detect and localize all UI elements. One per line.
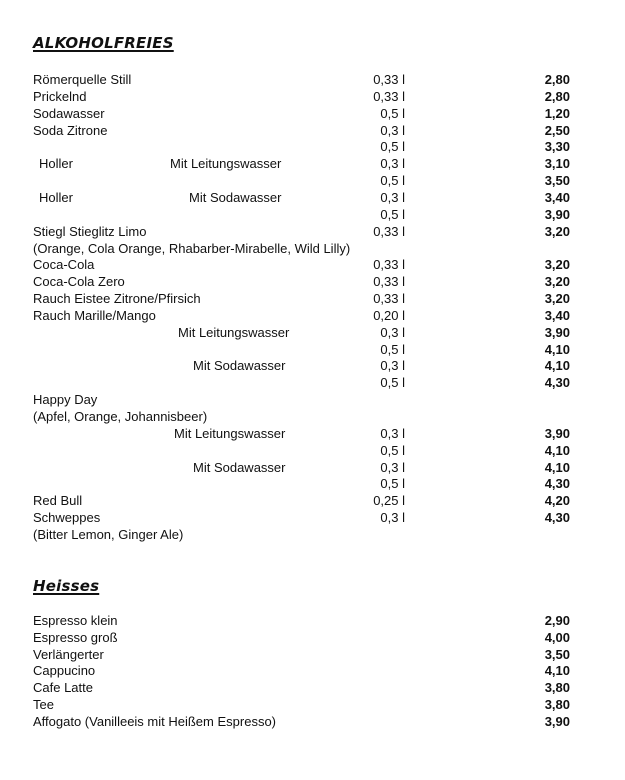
- item-variant: Mit Leitungswasser: [170, 156, 282, 172]
- item-name: Rauch Marille/Mango: [33, 307, 156, 323]
- menu-item-row: [0, 324, 625, 341]
- menu-item-row: [0, 71, 625, 88]
- item-volume: 0,3 l: [380, 324, 405, 340]
- menu-item-row: [0, 138, 625, 155]
- item-price: 3,90: [544, 324, 570, 340]
- item-price: 3,40: [544, 189, 570, 205]
- menu-item-row: [0, 475, 625, 492]
- menu-item-row: [0, 629, 625, 646]
- menu-item-row: [0, 442, 625, 459]
- menu-item-row: [0, 206, 625, 223]
- item-price: 4,20: [544, 493, 570, 509]
- menu-item-row: [0, 273, 625, 290]
- menu-item-row: [0, 374, 625, 391]
- menu-item-row: [0, 189, 625, 206]
- item-name: Cappucino: [33, 663, 96, 679]
- item-price: 4,10: [544, 459, 570, 475]
- menu-item-row: [0, 679, 625, 696]
- item-price: 4,10: [544, 358, 570, 374]
- item-price: 3,30: [544, 139, 570, 155]
- item-name: Affogato (Vanilleeis mit Heißem Espresso): [33, 713, 277, 729]
- item-price: 4,30: [544, 476, 570, 492]
- item-price: 3,50: [544, 173, 570, 189]
- item-price: 3,20: [544, 274, 570, 290]
- item-price: 3,40: [544, 307, 570, 323]
- menu-item-row: [0, 713, 625, 730]
- menu-item-row: [0, 425, 625, 442]
- item-volume: 0,33 l: [373, 291, 405, 307]
- item-name: Rauch Eistee Zitrone/Pfirsich: [33, 291, 201, 307]
- menu-item-row: [0, 290, 625, 307]
- item-price: 4,10: [544, 341, 570, 357]
- item-volume: 0,20 l: [373, 307, 405, 323]
- item-name: Prickelnd: [33, 88, 87, 104]
- item-volume: 0,33 l: [373, 223, 405, 239]
- item-volume: 0,3 l: [380, 425, 405, 441]
- item-volume: 0,5 l: [380, 375, 405, 391]
- item-name: Tee: [33, 696, 54, 712]
- item-volume: 0,3 l: [380, 459, 405, 475]
- menu-item-row: [0, 357, 625, 374]
- item-name: Red Bull: [33, 493, 83, 509]
- item-variant: Mit Leitungswasser: [178, 324, 290, 340]
- item-volume: 0,33 l: [373, 274, 405, 290]
- item-price: 4,10: [544, 663, 570, 679]
- item-volume: 0,5 l: [380, 173, 405, 189]
- item-price: 3,90: [544, 425, 570, 441]
- item-volume: 0,3 l: [380, 510, 405, 526]
- section-heading-alkoholfreies: ALKOHOLFREIES: [33, 34, 174, 52]
- item-price: 2,90: [544, 613, 570, 628]
- menu-item-row: [0, 223, 625, 240]
- item-name: Verlängerter: [33, 646, 104, 662]
- item-name: Cafe Latte: [33, 680, 93, 695]
- item-name: Espresso groß: [33, 629, 118, 645]
- item-price: 4,10: [544, 442, 570, 458]
- item-name: (Bitter Lemon, Ginger Ale): [33, 526, 184, 542]
- menu-item-row: [0, 696, 625, 713]
- item-volume: 0,33 l: [373, 72, 405, 87]
- menu-item-row: [0, 240, 625, 257]
- menu-item-row: [0, 88, 625, 105]
- menu-item-row: [0, 408, 625, 425]
- menu-item-row: [0, 662, 625, 679]
- item-variant: Mit Sodawasser: [189, 189, 282, 205]
- menu-item-row: [0, 122, 625, 139]
- item-volume: 0,5 l: [380, 442, 405, 458]
- item-volume: 0,33 l: [373, 257, 405, 273]
- item-volume: 0,25 l: [373, 493, 405, 509]
- item-name: (Apfel, Orange, Johannisbeer): [33, 409, 208, 424]
- item-variant: Mit Leitungswasser: [174, 425, 286, 441]
- menu-item-row: [0, 526, 625, 543]
- menu-item-row: [0, 612, 625, 629]
- item-volume: 0,5 l: [380, 476, 405, 492]
- menu-item-row: [0, 459, 625, 476]
- item-volume: 0,5 l: [380, 139, 405, 155]
- item-volume: 0,3 l: [380, 122, 405, 138]
- item-price: 3,80: [544, 696, 570, 712]
- item-volume: 0,3 l: [380, 189, 405, 205]
- item-price: 3,10: [544, 156, 570, 172]
- item-name: Coca-Cola: [33, 257, 95, 273]
- item-volume: 0,5 l: [380, 105, 405, 121]
- item-name: Sodawasser: [33, 105, 105, 121]
- item-variant: Mit Sodawasser: [193, 459, 286, 475]
- item-volume: 0,5 l: [380, 206, 405, 222]
- item-price: 3,20: [544, 223, 570, 239]
- menu-item-row: [0, 307, 625, 324]
- item-name: Schweppes: [33, 510, 101, 526]
- item-price: 4,30: [544, 375, 570, 391]
- menu-item-row: [0, 646, 625, 663]
- item-price: 4,00: [544, 629, 570, 645]
- item-name: Soda Zitrone: [33, 122, 108, 138]
- item-name: Espresso klein: [33, 613, 118, 628]
- item-price: 3,90: [544, 206, 570, 222]
- menu-item-row: [0, 341, 625, 358]
- item-price: 3,20: [544, 291, 570, 307]
- item-name: Happy Day: [33, 392, 98, 408]
- item-price: 3,80: [544, 680, 570, 695]
- menu-item-row: [0, 256, 625, 273]
- item-name: Holler: [39, 189, 73, 205]
- item-price: 3,50: [544, 646, 570, 662]
- menu-item-row: [0, 391, 625, 408]
- item-name: Coca-Cola Zero: [33, 274, 125, 290]
- menu-item-row: [0, 155, 625, 172]
- item-price: 3,20: [544, 257, 570, 273]
- item-volume: 0,3 l: [380, 358, 405, 374]
- item-price: 2,80: [544, 72, 570, 87]
- item-price: 2,80: [544, 88, 570, 104]
- menu-item-row: [0, 492, 625, 509]
- item-price: 1,20: [544, 105, 570, 121]
- menu-item-row: [0, 105, 625, 122]
- item-name: Holler: [39, 156, 73, 172]
- item-volume: 0,3 l: [380, 156, 405, 172]
- item-price: 3,90: [544, 713, 570, 729]
- menu-item-row: [0, 172, 625, 189]
- item-volume: 0,33 l: [373, 88, 405, 104]
- item-name: (Orange, Cola Orange, Rhabarber-Mirabelle, Wild Lilly): [33, 240, 351, 256]
- item-variant: Mit Sodawasser: [193, 358, 286, 374]
- item-price: 4,30: [544, 510, 570, 526]
- section-heading-heisses: Heisses: [33, 577, 100, 595]
- item-name: Römerquelle Still: [33, 72, 132, 87]
- menu-item-row: [0, 509, 625, 526]
- item-price: 2,50: [544, 122, 570, 138]
- item-volume: 0,5 l: [380, 341, 405, 357]
- item-name: Stiegl Stieglitz Limo: [33, 223, 147, 239]
